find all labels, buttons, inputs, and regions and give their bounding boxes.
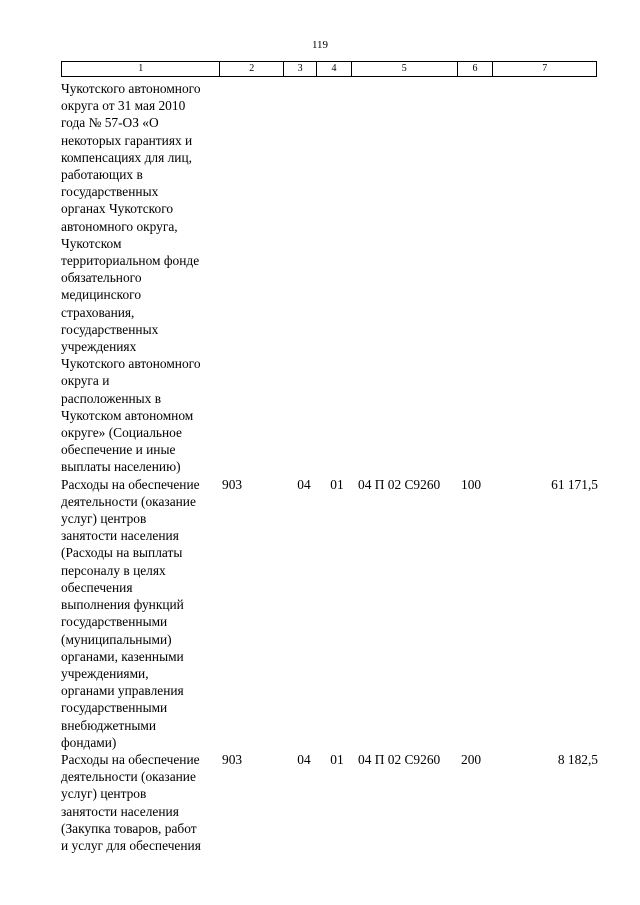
csr-cell: 04 П 02 С9260 <box>358 751 441 767</box>
row-name-cell: Расходы на обеспечение деятельности (оказание услуг) центров занятости населения (Закупка товаров, работ и услуг для обеспечения <box>61 751 201 853</box>
table-row <box>61 751 601 854</box>
header-col-7: 7 <box>542 63 548 74</box>
gr-cell: 903 <box>222 476 243 492</box>
vr-cell: 100 <box>461 476 482 492</box>
header-col-3: 3 <box>284 62 317 76</box>
pr-cell: 01 <box>330 476 344 492</box>
rz-cell: 04 <box>297 751 311 767</box>
header-col-2: 2 <box>220 62 284 76</box>
rz-cell: 04 <box>297 476 311 492</box>
header-col-5: 5 <box>352 62 458 76</box>
table-row <box>61 80 601 476</box>
sum-cell: 8 182,5 <box>557 751 598 767</box>
pr-cell: 01 <box>330 751 344 767</box>
csr-cell: 04 П 02 С9260 <box>358 476 441 492</box>
table-body <box>61 80 601 854</box>
sum-cell: 61 171,5 <box>551 476 598 492</box>
gr-cell: 903 <box>222 751 243 767</box>
header-col-6: 6 <box>458 62 494 76</box>
vr-cell: 200 <box>461 751 482 767</box>
header-col-1: 1 <box>62 62 220 76</box>
row-name-cell: Расходы на обеспечение деятельности (оказание услуг) центров занятости населения (Расходы на выплаты персоналу в целях обеспечения выполнения функций государственными (муниципальными) органами, казенными учреждениями, органами управления государственными внебюджетными фондами) <box>61 476 200 750</box>
header-col-4: 4 <box>317 62 352 76</box>
row-name-cell: Чукотского автономного округа от 31 мая 2010 года № 57-ОЗ «О некоторых гарантиях и компенсациях для лиц, работающих в государственных органах Чукотского автономного округа, Чукотском территориальном фонде обязательного медицинского страхования, государственных учреждениях Чукотского автономного округа и расположенных в Чукотском автономном округе» (Социальное обеспечение и иные выплаты населению) <box>61 81 201 475</box>
page-number: 119 <box>311 39 329 51</box>
table-header <box>61 61 597 77</box>
table-row <box>61 476 601 751</box>
